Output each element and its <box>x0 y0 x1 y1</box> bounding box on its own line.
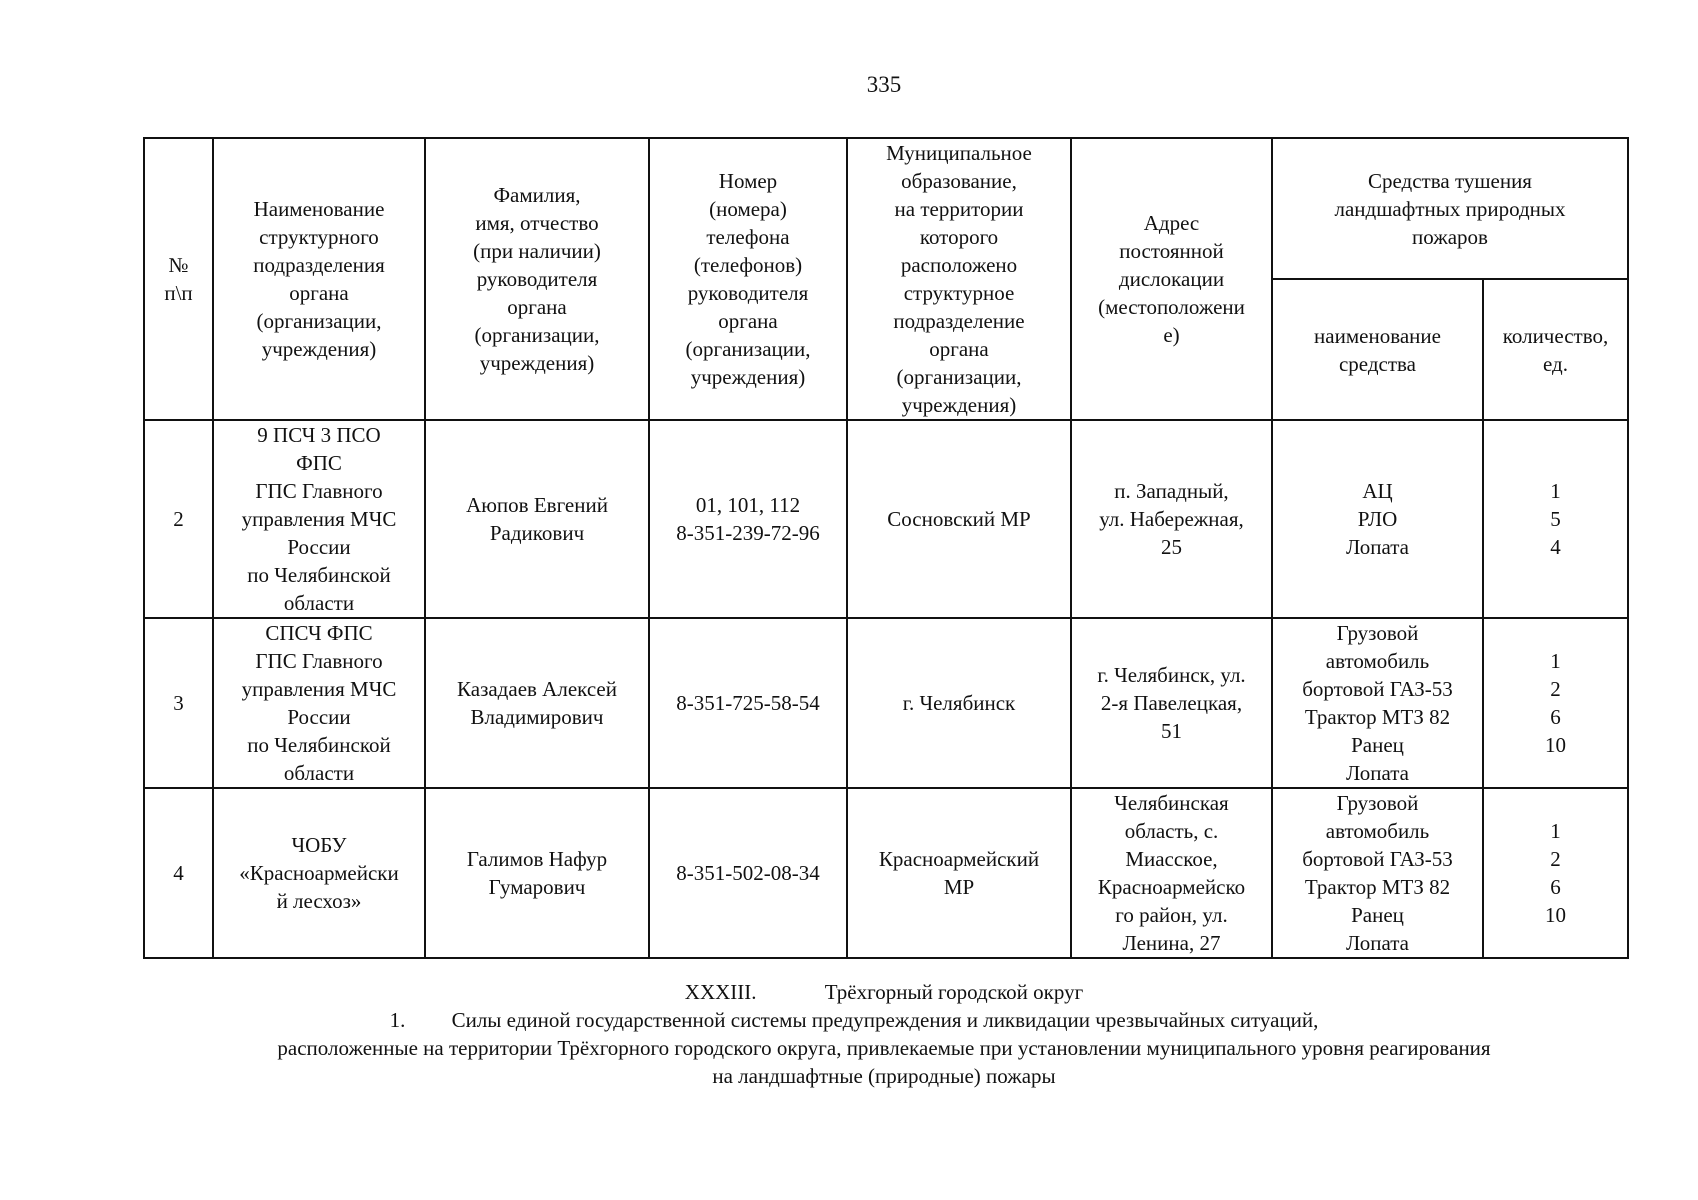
text-line: количество, <box>1502 323 1609 348</box>
text-line: постоянной <box>1119 239 1224 263</box>
text-line: Муниципальное <box>886 141 1032 165</box>
text-line: (номера) <box>709 197 787 221</box>
header-phone <box>649 138 847 420</box>
text-line: 51 <box>1161 719 1182 743</box>
text-line: (телефонов) <box>693 253 803 277</box>
text-line: по Челябинской <box>247 733 391 757</box>
text-line: № <box>168 253 189 277</box>
cell-qty <box>1483 420 1628 618</box>
cell-municipality <box>847 618 1071 788</box>
text-line: ЧОБУ <box>291 833 347 857</box>
text-line: ГПС Главного <box>255 479 383 503</box>
section-item-text-1: Силы единой государственной системы предупреждения и ликвидации чрезвычайных ситуаций, <box>451 1008 1319 1032</box>
text-line: МР <box>943 875 975 899</box>
text-line: имя, отчество <box>475 211 599 235</box>
cell-address <box>1071 788 1272 958</box>
text-line: РЛО <box>1357 507 1398 531</box>
text-line: Наименование <box>253 197 385 221</box>
text-line: (организации, <box>474 323 600 347</box>
text-line: управления МЧС <box>241 507 397 531</box>
text-line: на территории <box>894 197 1024 221</box>
text-line: учреждения) <box>479 351 595 375</box>
text-line: Владимирович <box>470 705 604 729</box>
text-line: Миасское, <box>1125 847 1218 871</box>
cell-municipality <box>847 788 1071 958</box>
section-item-line-3: на ландшафтные (природные) пожары <box>712 1064 1056 1088</box>
text-line: п. Западный, <box>1114 479 1229 503</box>
text-line: области <box>283 591 355 615</box>
text-line: бортовой ГАЗ-53 <box>1302 677 1453 701</box>
text-line: 4 <box>1550 535 1561 559</box>
header-unit <box>213 138 425 420</box>
text-line: (организации, <box>256 309 382 333</box>
text-line: Лопата <box>1346 931 1409 955</box>
header-means-name <box>1272 279 1483 420</box>
text-line: г. Челябинск, ул. <box>1097 663 1246 687</box>
text-line: й лесхоз» <box>276 889 362 913</box>
cell-means <box>1272 618 1483 788</box>
text-line: Ленина, 27 <box>1122 931 1221 955</box>
text-line: органа <box>289 281 349 305</box>
text-line: «Красноармейски <box>239 861 399 885</box>
text-line: (местоположени <box>1098 295 1245 319</box>
text-line: (организации, <box>685 337 811 361</box>
text-line: 25 <box>1161 535 1182 559</box>
text-line: 10 <box>1545 903 1566 927</box>
text-line: России <box>287 705 351 729</box>
table-row <box>144 618 1628 788</box>
text-line: 8-351-239-72-96 <box>676 521 820 545</box>
cell-num: 2 <box>144 420 213 618</box>
cell-qty <box>1483 788 1628 958</box>
section-item-line-1 <box>0 1006 1698 1034</box>
text-line: Аюпов Евгений <box>466 493 608 517</box>
text-line: (организации, <box>896 365 1022 389</box>
cell-qty <box>1483 618 1628 788</box>
text-line: Грузовой <box>1336 621 1419 645</box>
text-line: Сосновский МР <box>887 507 1031 531</box>
text-line: Галимов Нафур <box>466 847 608 871</box>
forces-table <box>143 137 1629 959</box>
text-line: Красноармейско <box>1097 875 1246 899</box>
cell-phone <box>649 420 847 618</box>
text-line: Красноармейский <box>878 847 1040 871</box>
text-line: Казадаев Алексей <box>457 677 617 701</box>
text-line: Номер <box>718 169 778 193</box>
text-line: Грузовой <box>1336 791 1419 815</box>
text-line: подразделение <box>893 309 1025 333</box>
text-line: 1 <box>1550 819 1561 843</box>
text-line: Лопата <box>1346 535 1409 559</box>
text-line: 2 <box>1550 847 1561 871</box>
text-line: руководителя <box>687 281 809 305</box>
text-line: п\п <box>164 281 193 305</box>
text-line: Трактор МТЗ 82 <box>1304 705 1451 729</box>
text-line: 5 <box>1550 507 1561 531</box>
header-num <box>144 138 213 420</box>
header-means-qty <box>1483 279 1628 420</box>
cell-address <box>1071 420 1272 618</box>
text-line: 8-351-725-58-54 <box>676 691 820 715</box>
text-line: 10 <box>1545 733 1566 757</box>
text-line: 01, 101, 112 <box>695 493 801 517</box>
cell-head <box>425 618 649 788</box>
section-title <box>0 978 1698 1006</box>
text-line: Трактор МТЗ 82 <box>1304 875 1451 899</box>
text-line: учреждения) <box>901 393 1017 417</box>
cell-phone <box>649 788 847 958</box>
text-line: органа <box>929 337 989 361</box>
text-line: 6 <box>1550 875 1561 899</box>
text-line: структурного <box>259 225 379 249</box>
text-line: 1 <box>1550 479 1561 503</box>
text-line: 9 ПСЧ 3 ПСО <box>257 423 381 447</box>
cell-means <box>1272 788 1483 958</box>
text-line: ландшафтных природных <box>1334 196 1566 221</box>
text-line: области <box>283 761 355 785</box>
text-line: учреждения) <box>261 337 377 361</box>
section-title-text: Трёхгорный городской округ <box>824 980 1084 1004</box>
header-municipality <box>847 138 1071 420</box>
text-line: СПСЧ ФПС <box>265 621 373 645</box>
text-line: телефона <box>706 225 790 249</box>
text-line: образование, <box>901 169 1017 193</box>
text-line: органа <box>507 295 567 319</box>
text-line: 2 <box>1550 677 1561 701</box>
cell-municipality <box>847 420 1071 618</box>
text-line: управления МЧС <box>241 677 397 701</box>
cell-head <box>425 420 649 618</box>
text-line: автомобиль <box>1325 819 1430 843</box>
text-line: органа <box>718 309 778 333</box>
text-line: г. Челябинск <box>902 691 1016 715</box>
text-line: учреждения) <box>690 365 806 389</box>
table-header <box>144 138 1628 420</box>
text-line: автомобиль <box>1325 649 1430 673</box>
text-line: Адрес <box>1143 211 1200 235</box>
text-line: наименование <box>1314 323 1441 348</box>
text-line: го район, ул. <box>1115 903 1228 927</box>
text-line: дислокации <box>1118 267 1225 291</box>
text-line: по Челябинской <box>247 563 391 587</box>
text-line: Лопата <box>1346 761 1409 785</box>
table-row <box>144 788 1628 958</box>
text-line: которого <box>919 225 999 249</box>
section-item-number: 1. <box>389 1008 406 1032</box>
text-line: 6 <box>1550 705 1561 729</box>
table-row <box>144 420 1628 618</box>
text-line: область, с. <box>1124 819 1219 843</box>
text-line: ФПС <box>296 451 342 475</box>
cell-means <box>1272 420 1483 618</box>
cell-phone <box>649 618 847 788</box>
cell-unit <box>213 618 425 788</box>
text-line: ед. <box>1543 351 1568 376</box>
text-line: 8-351-502-08-34 <box>676 861 820 885</box>
cell-address <box>1071 618 1272 788</box>
cell-unit <box>213 420 425 618</box>
text-line: руководителя <box>476 267 598 291</box>
text-line: е) <box>1163 323 1180 347</box>
text-line: ул. Набережная, <box>1099 507 1244 531</box>
text-line: ГПС Главного <box>255 649 383 673</box>
text-line: Гумарович <box>488 875 586 899</box>
text-line: Средства тушения <box>1368 168 1532 193</box>
cell-head <box>425 788 649 958</box>
cell-num: 4 <box>144 788 213 958</box>
text-line: Ранец <box>1351 903 1404 927</box>
text-line: Фамилия, <box>493 183 581 207</box>
section-roman-numeral: XXXIII. <box>684 980 757 1004</box>
text-line: структурное <box>903 281 1015 305</box>
header-means-group <box>1272 138 1628 279</box>
text-line: пожаров <box>1412 224 1488 249</box>
table-body <box>144 420 1628 958</box>
section-item-line-2: расположенные на территории Трёхгорного городского округа, привлекаемые при установлении муниципального уровня реагирования <box>277 1036 1491 1060</box>
header-address <box>1071 138 1272 420</box>
text-line: средства <box>1338 351 1416 376</box>
text-line: Радикович <box>489 521 585 545</box>
cell-num: 3 <box>144 618 213 788</box>
text-line: России <box>287 535 351 559</box>
text-line: (при наличии) <box>473 239 601 263</box>
text-line: подразделения <box>253 253 385 277</box>
text-line: 1 <box>1550 649 1561 673</box>
text-line: Челябинская <box>1114 791 1229 815</box>
text-line: 2-я Павелецкая, <box>1100 691 1243 715</box>
cell-unit <box>213 788 425 958</box>
page-number: 335 <box>866 72 902 97</box>
header-head <box>425 138 649 420</box>
text-line: АЦ <box>1362 479 1393 503</box>
text-line: Ранец <box>1351 733 1404 757</box>
text-line: расположено <box>900 253 1018 277</box>
text-line: бортовой ГАЗ-53 <box>1302 847 1453 871</box>
